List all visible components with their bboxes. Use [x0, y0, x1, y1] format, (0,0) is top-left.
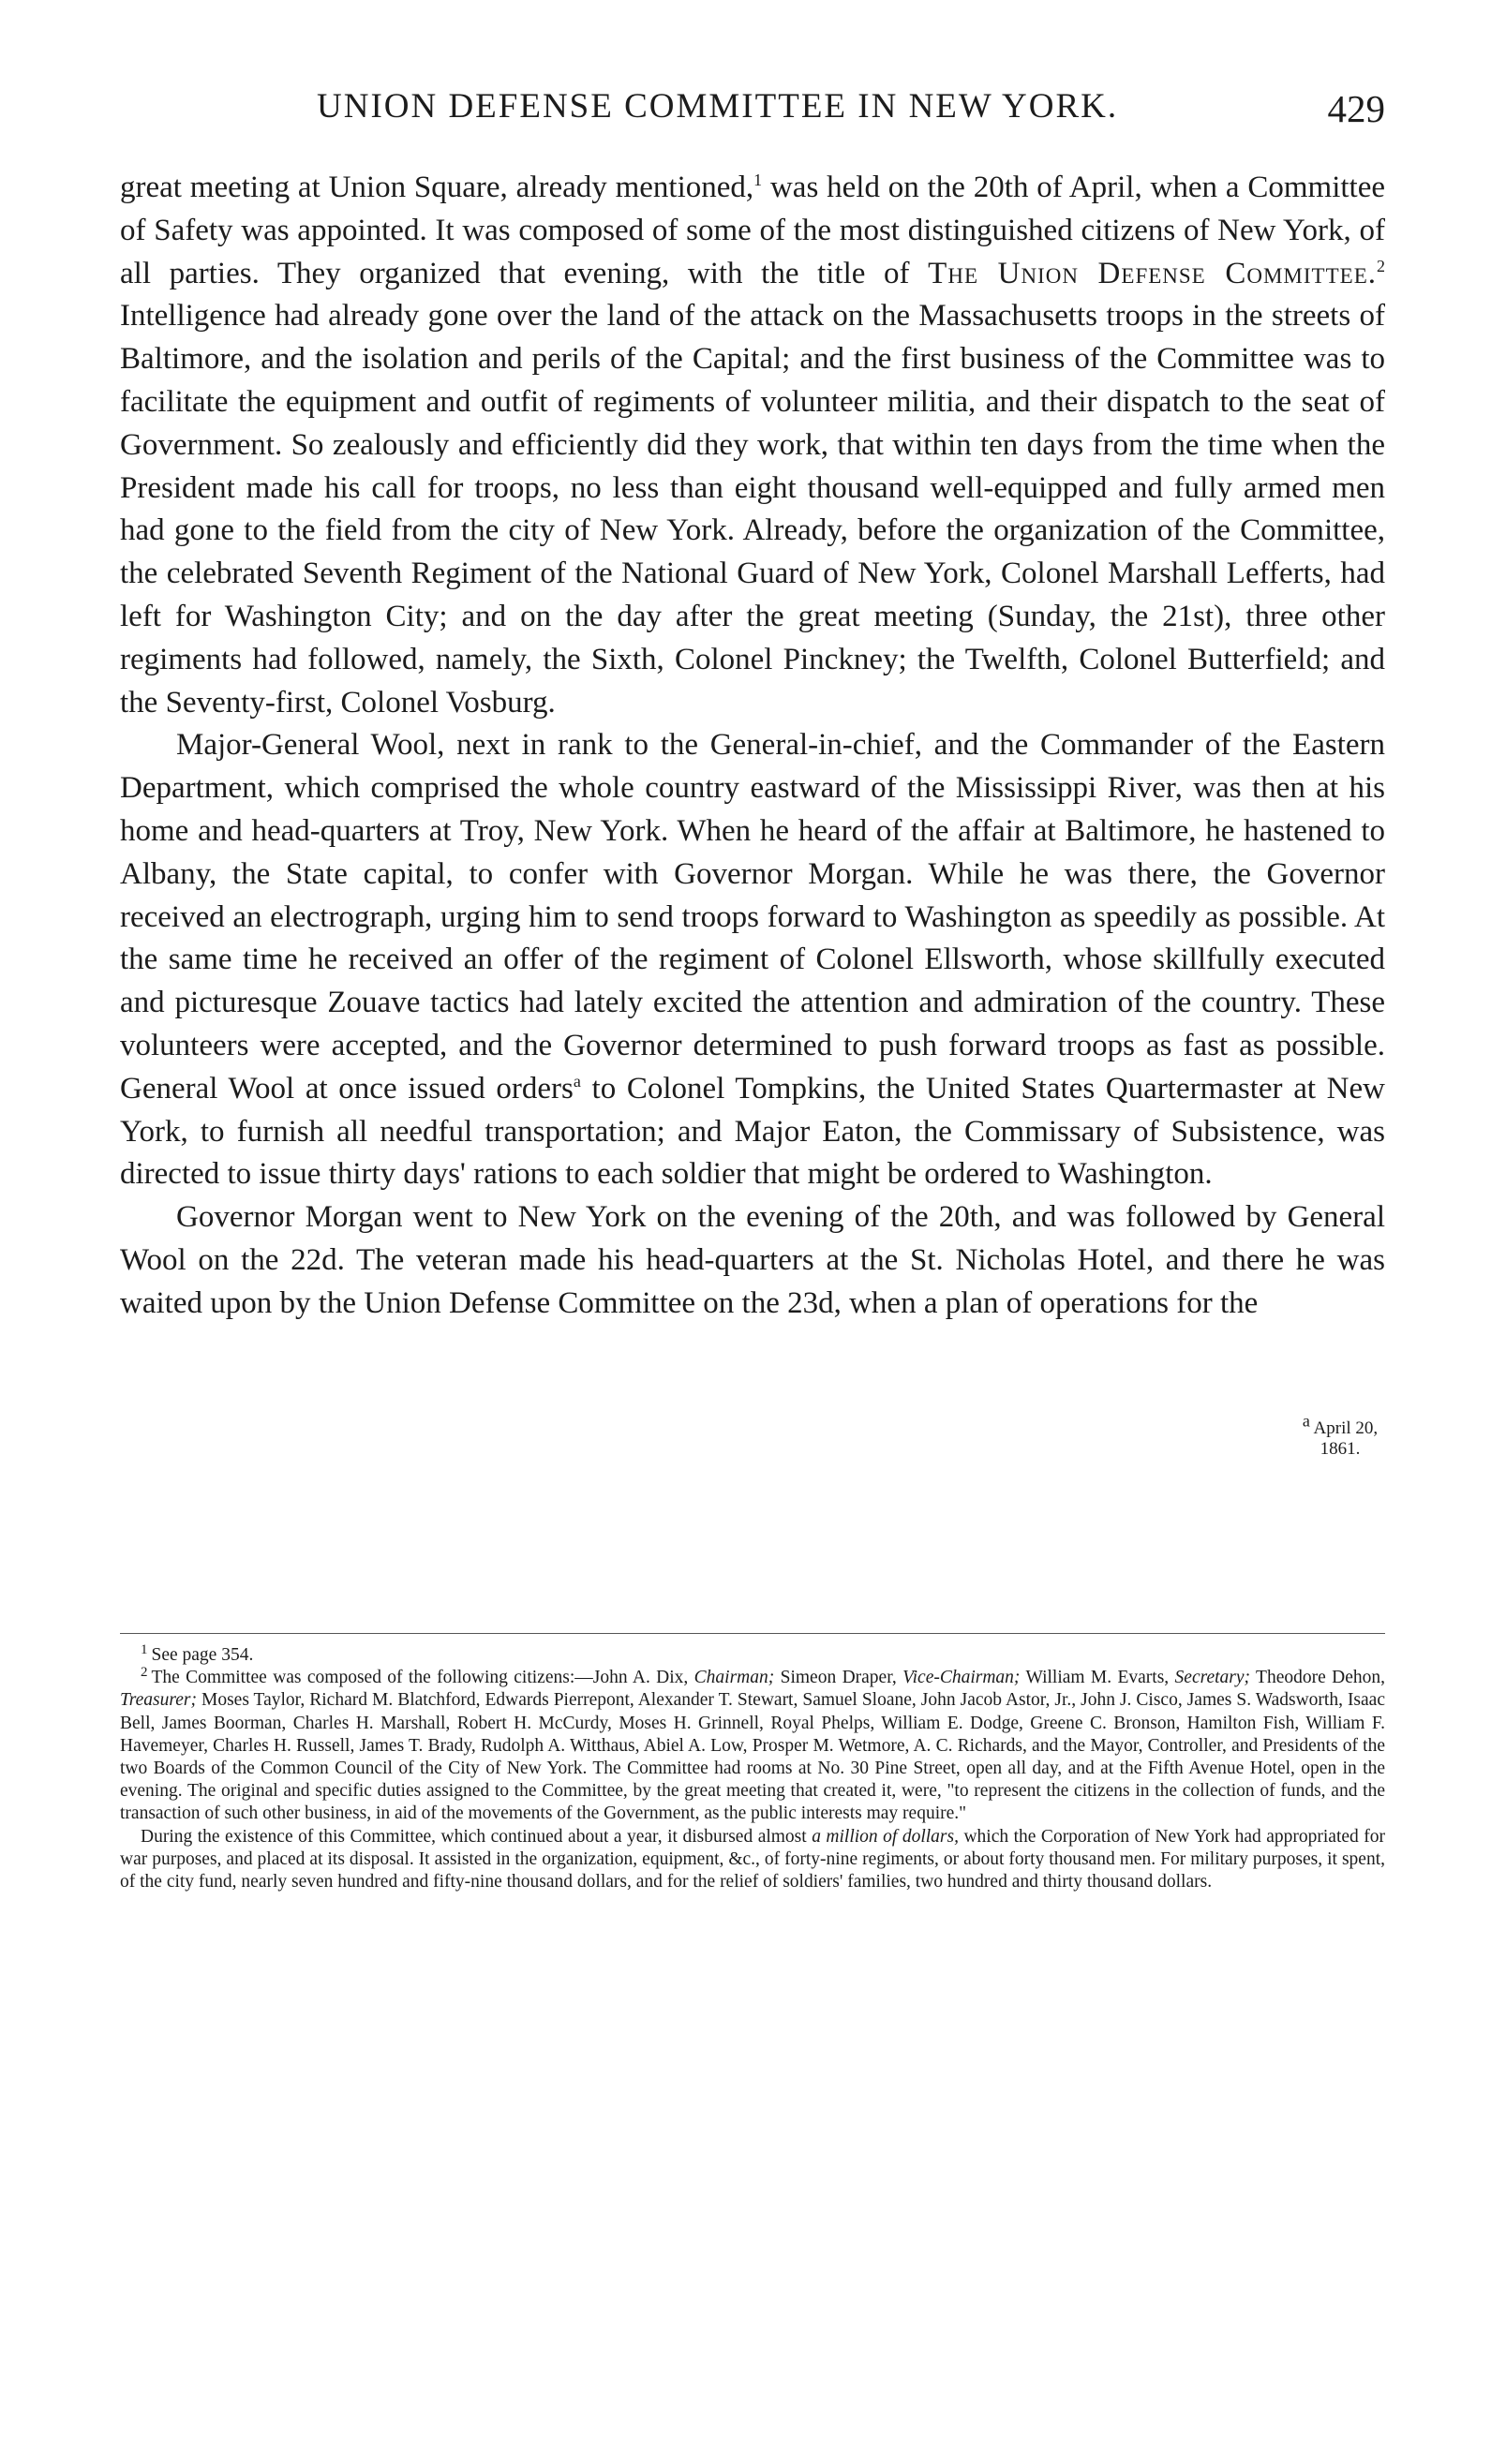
- margin-ref-a: a: [573, 1071, 581, 1091]
- role-vice-chairman: Vice-Chairman;: [902, 1668, 1021, 1688]
- million-of-dollars: a million of dollars,: [812, 1826, 959, 1847]
- footnote-2-text-b: Simeon Draper,: [774, 1668, 903, 1688]
- page-number: 429: [1327, 87, 1385, 130]
- footnote-2-number: 2: [141, 1664, 148, 1680]
- footnote-2-text-c: William M. Evarts,: [1020, 1668, 1175, 1688]
- role-chairman: Chairman;: [693, 1668, 775, 1688]
- body-text: [120, 167, 1385, 1326]
- p1-text-b: was held on the 20th of April, when a Committee of Safety was appointed. It was composed of some of the most distinguished citizens of New York, of all parties. They organized that evening, with the title of: [120, 171, 1385, 290]
- footnote-2: [120, 1664, 1385, 1825]
- footnote-1: [120, 1641, 1385, 1667]
- role-secretary: Secretary;: [1174, 1668, 1251, 1688]
- footnote-1-text: See page 354.: [151, 1645, 254, 1665]
- footnote-3-text-b: which the Corporation of New York had appropriated for war purposes, and placed at its disposal. It assisted in the organization, equipment, &c., of forty-nine regiments, or about forty thousand men. For military purposes, it spent, of the city fund, nearly seven hundred and fifty-nine thousand dollars, and for the relief of soldiers' families, two hundred and thirty thousand dollars.: [120, 1826, 1386, 1893]
- footnote-divider: [120, 1633, 1385, 1634]
- margin-note: [1293, 1411, 1387, 1460]
- footnote-2-text-d: Theodore Dehon,: [1250, 1668, 1385, 1688]
- footnote-3-text-a: During the existence of this Committee, which continued about a year, it disbursed almost: [141, 1826, 813, 1847]
- paragraph-2: [120, 724, 1385, 1196]
- footnote-2-text-a: The Committee was composed of the following citizens:—John A. Dix,: [151, 1668, 694, 1688]
- footnote-2-continued: [120, 1826, 1385, 1894]
- running-head: UNION DEFENSE COMMITTEE IN NEW YORK.: [317, 87, 1119, 126]
- footnote-ref-1: 1: [753, 171, 763, 189]
- margin-note-day: April 20,: [1313, 1418, 1379, 1438]
- committee-title: The Union Defense Committee.: [928, 256, 1377, 290]
- footnote-ref-2: 2: [1377, 256, 1385, 275]
- footnote-1-number: 1: [141, 1641, 148, 1657]
- paragraph-1: [120, 167, 1385, 724]
- p2-text-a: Major-General Wool, next in rank to the General-in-chief, and the Commander of the Eastern Department, which comprised the whole country eastward of the Mississippi River, was then at his home and head-quarters at Troy, New York. When he heard of the affair at Baltimore, he hastened to Albany, the State capital, to confer with Governor Morgan. While he was there, the Governor received an electrograph, urging him to send troops forward to Washington as speedily as possible. At the same time he received an offer of the regiment of Colonel Ellsworth, whose skillfully executed and picturesque Zouave tactics had lately excited the attention and admiration of the country. These volunteers were accepted, and the Governor determined to push forward troops as fast as possible. General Wool at once issued orders: [120, 728, 1385, 1106]
- footnote-2-text-e: Moses Taylor, Richard M. Blatchford, Edwards Pierrepont, Alexander T. Stewart, Samuel Sloane, John Jacob Astor, Jr., John J. Cisco, James S. Wadsworth, Isaac Bell, James Boorman, Charles H. Marshall, Robert H. McCurdy, Moses H. Grinnell, Royal Phelps, William E. Dodge, Greene C. Bronson, Hamilton Fish, William F. Havemeyer, Charles H. Russell, James T. Brady, Rudolph A. Witthaus, Abiel A. Low, Prosper M. Wetmore, A. C. Richards, and the Mayor, Controller, and Presidents of the two Boards of the Common Council of the City of New York. The Committee had rooms at No. 30 Pine Street, open all day, and at the Fifth Avenue Hotel, open in the evening. The original and specific duties assigned to the Committee, by the great meeting that created it, were, "to represent the citizens in the collection of funds, and the transaction of such other business, in aid of the movements of the Government, as the public interests may require.": [120, 1690, 1385, 1824]
- footnotes: [120, 1641, 1386, 1893]
- p2-text-b: to Colonel Tompkins, the United States Quartermaster at New York, to furnish all needful transportation; and Major Eaton, the Commissary of Subsistence, was directed to issue thirty days' rations to each soldier that might be ordered to Washington.: [120, 1071, 1385, 1192]
- p1-text-c: Intelligence had already gone over the land of the attack on the Massachusetts troops in the streets of Baltimore, and the isolation and perils of the Capital; and the first business of the Committee was to facilitate the equipment and outfit of regiments of volunteer militia, and their dispatch to the seat of Government. So zealously and efficiently did they work, that within ten days from the time when the President made his call for troops, no less than eight thousand well-equipped and fully armed men had gone to the field from the city of New York. Already, before the organization of the Committee, the celebrated Seventh Regiment of the National Guard of New York, Colonel Marshall Lefferts, had left for Washington City; and on the day after the great meeting (Sunday, the 21st), three other regiments had followed, namely, the Sixth, Colonel Pinckney; the Twelfth, Colonel Butterfield; and the Seventy-first, Colonel Vosburg.: [120, 299, 1385, 720]
- p1-text-a: great meeting at Union Square, already mentioned,: [120, 171, 754, 204]
- page-header: [120, 86, 1385, 142]
- margin-note-date: [1293, 1411, 1387, 1439]
- margin-note-year: 1861.: [1320, 1439, 1361, 1459]
- paragraph-3: Governor Morgan went to New York on the evening of the 20th, and was followed by General Wool on the 22d. The veteran made his head-quarters at the St. Nicholas Hotel, and there he was waited upon by the Union Defense Committee on the 23d, when a plan of operations for the: [120, 1200, 1385, 1320]
- role-treasurer: Treasurer;: [120, 1690, 197, 1711]
- margin-note-mark: a: [1302, 1411, 1310, 1431]
